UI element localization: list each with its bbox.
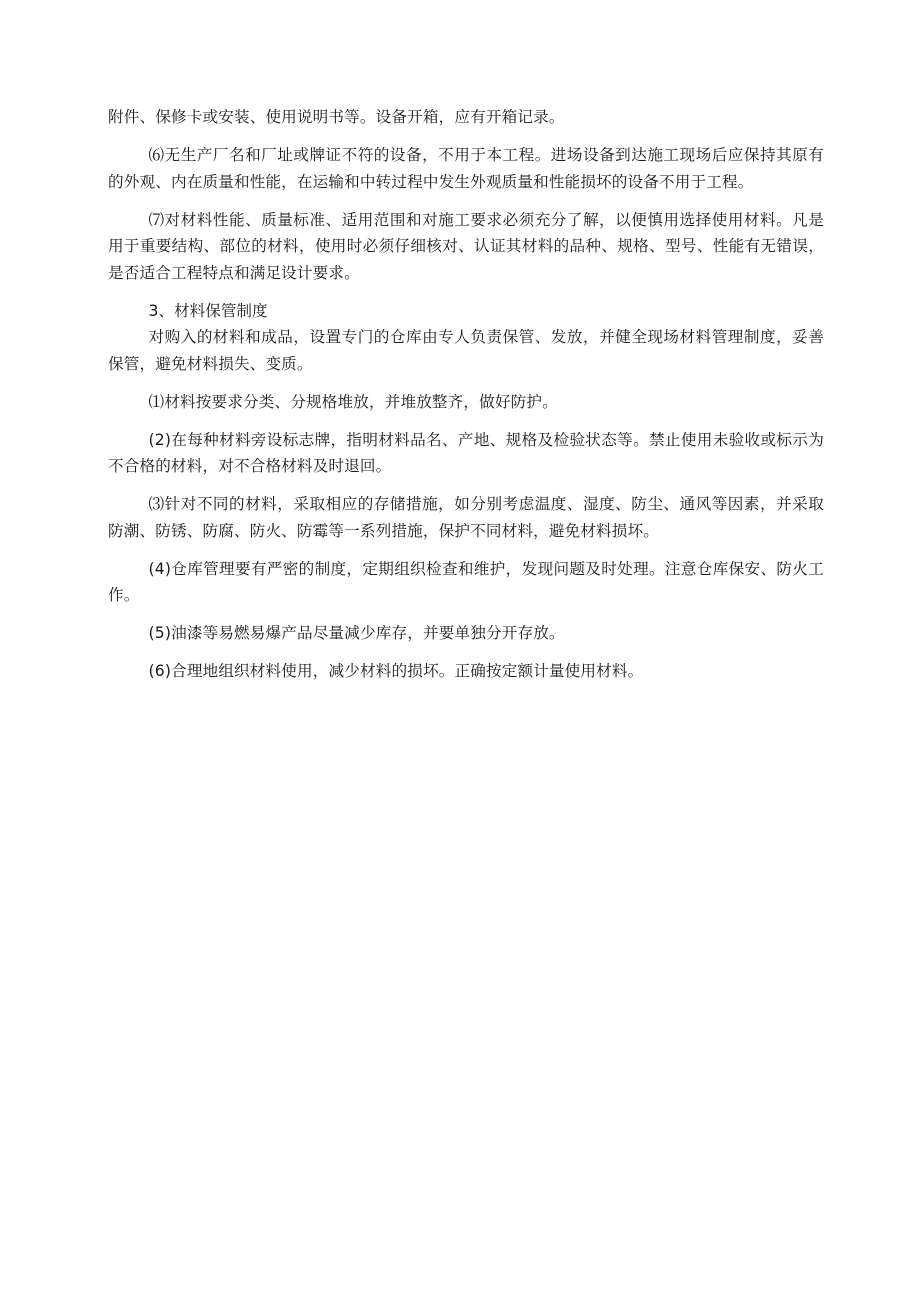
paragraph-storage-item-1: ⑴材料按要求分类、分规格堆放，并堆放整齐，做好防护。 — [148, 392, 558, 411]
paragraph-item-6-equipment: ⑹无生产厂名和厂址或牌证不符的设备，不用于本工程。进场设备到达施工现场后应保持其原有的外观、内在质量和性能，在运输和中转过程中发生外观质量和性能损坏的设备不用于工程。 — [108, 146, 824, 191]
section-heading-storage: 3、材料保管制度 — [148, 301, 268, 320]
paragraph-storage-item-5: (5)油漆等易燃易爆产品尽量减少库存，并要单独分开存放。 — [148, 624, 565, 642]
paragraph-storage-item-6: (6)合理地组织材料使用，减少材料的损坏。正确按定额计量使用材料。 — [148, 662, 644, 680]
paragraph-storage-item-4: (4)仓库管理要有严密的制度，定期组织检查和维护，发现问题及时处理。注意仓库保安、防火工作。 — [108, 559, 824, 604]
paragraph-storage-item-2: (2)在每种材料旁设标志牌，指明材料品名、产地、规格及检验状态等。禁止使用未验收或标示为不合格的材料，对不合格材料及时退回。 — [108, 430, 824, 475]
paragraph-storage-intro: 对购入的材料和成品，设置专门的仓库由专人负责保管、发放，并健全现场材料管理制度，妥善保管，避免材料损失、变质。 — [108, 328, 824, 373]
paragraph-storage-item-3: ⑶针对不同的材料，采取相应的存储措施，如分别考虑温度、湿度、防尘、通风等因素，并采取防潮、防锈、防腐、防火、防霉等一系列措施，保护不同材料，避免材料损坏。 — [108, 495, 824, 540]
paragraph-continuation: 附件、保修卡或安装、使用说明书等。设备开箱，应有开箱记录。 — [108, 108, 565, 126]
paragraph-item-7-materials: ⑺对材料性能、质量标准、适用范围和对施工要求必须充分了解，以便慎用选择使用材料。凡是用于重要结构、部位的材料，使用时必须仔细核对、认证其材料的品种、规格、型号、性能有无错误，是否适合工程特点和满足设计要求。 — [108, 210, 824, 282]
document-body — [108, 104, 824, 685]
